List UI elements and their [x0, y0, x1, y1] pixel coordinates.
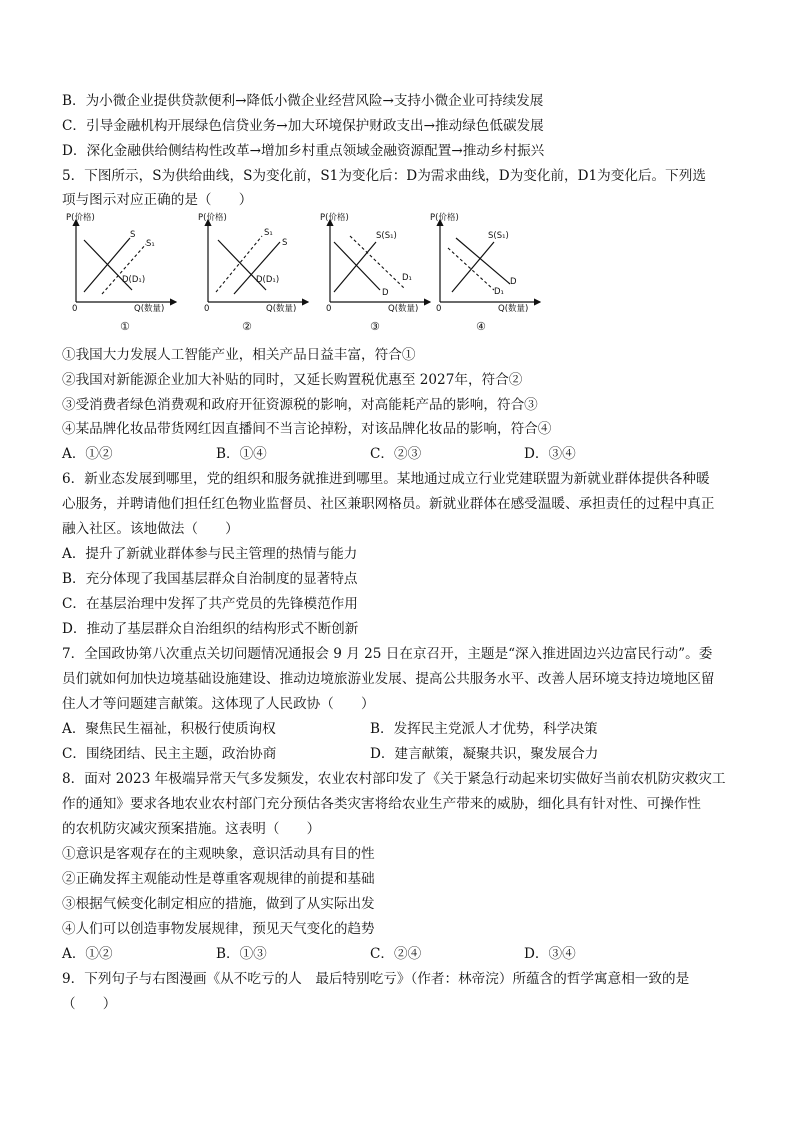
- q8-stem-line2: 作的通知》要求各地农业农村部门充分预估各类灾害将给农业生产带来的威胁，细化具有针对性、可操作性: [62, 796, 701, 812]
- q4-option-c: C．引导金融机构开展绿色信贷业务→加大环境保护财政支出→推动绿色低碳发展: [62, 118, 544, 134]
- q7-option-d: D．建言献策，凝聚共识，聚发展合力: [370, 746, 599, 762]
- origin-label: 0: [72, 304, 78, 314]
- y-axis-label: P(价格): [320, 213, 349, 223]
- q9-stem-line2: （ ）: [62, 996, 117, 1012]
- supply-demand-graph-2: [196, 212, 316, 334]
- q6-option-b: B．充分体现了我国基层群众自治制度的显著特点: [62, 571, 358, 587]
- supply-demand-graph-1: [64, 212, 184, 334]
- graph-number: ②: [242, 320, 252, 333]
- q6-stem-line2: 心服务，并聘请他们担任红色物业监督员、社区兼职网格员。新就业群体在感受温暖、承担责任的过程中真正: [62, 496, 715, 512]
- q5-statement-4: ④某品牌化妆品带货网红因直播间不当言论掉粉，对该品牌化妆品的影响，符合④: [62, 421, 552, 437]
- q7-stem-line3: 住人才等问题建言献策。这体现了人民政协（ ）: [62, 696, 375, 712]
- y-axis-label: P(价格): [430, 213, 459, 223]
- q8-statement-4: ④人们可以创造事物发展规律，预见天气变化的趋势: [62, 921, 375, 937]
- curve-label-s: S: [130, 230, 136, 240]
- q7-option-b: B．发挥民主党派人才优势，科学决策: [370, 721, 598, 737]
- q8-statement-1: ①意识是客观存在的主观映象，意识活动具有目的性: [62, 846, 375, 862]
- supply-demand-graph-3: [318, 212, 438, 334]
- q5-statement-2: ②我国对新能源企业加大补贴的同时，又延长购置税优惠至 2027年，符合②: [62, 372, 523, 388]
- q6-stem-line3: 融入社区。该地做法（ ）: [62, 521, 239, 537]
- graph-number: ③: [370, 320, 380, 333]
- x-axis-label: Q(数量): [134, 304, 165, 314]
- q5-stem-line2: 项与图示对应正确的是（ ）: [62, 192, 253, 208]
- q5-option-d: D．③④: [524, 446, 576, 462]
- q6-option-d: D．推动了基层群众自治组织的结构形式不断创新: [62, 621, 359, 637]
- q6-stem-line1: 6．新业态发展到哪里，党的组织和服务就推进到哪里。某地通过成立行业党建联盟为新就业群体提供各种暖: [62, 471, 710, 487]
- origin-label: 0: [204, 304, 210, 314]
- curve-label-d: D(D₁): [256, 275, 280, 285]
- curve-label-d: D: [510, 277, 517, 287]
- q5-option-a: A．①②: [62, 446, 113, 462]
- curve-label-s1: S₁: [146, 239, 155, 249]
- supply-demand-graph-4: [428, 212, 548, 334]
- q8-option-a: A．①②: [62, 946, 113, 962]
- x-axis-label: Q(数量): [498, 304, 529, 314]
- q5-statement-1: ①我国大力发展人工智能产业，相关产品日益丰富，符合①: [62, 347, 416, 363]
- q8-statement-3: ③根据气候变化制定相应的措施，做到了从实际出发: [62, 896, 375, 912]
- y-axis-label: P(价格): [66, 213, 95, 223]
- q4-option-b: B．为小微企业提供贷款便利→降低小微企业经营风险→支持小微企业可持续发展: [62, 93, 544, 109]
- demand-curve-d: [334, 242, 380, 290]
- curve-label-s: S(S₁): [376, 231, 397, 241]
- supply-curve-s1: [102, 244, 146, 294]
- q8-option-c: C．②④: [370, 946, 422, 962]
- q8-stem-line1: 8．面对 2023 年极端异常天气多发频发，农业农村部印发了《关于紧急行动起来切实做好当前农机防灾救灾工: [62, 771, 726, 787]
- curve-label-s: S(S₁): [488, 231, 509, 241]
- origin-label: 0: [326, 304, 332, 314]
- q8-stem-line3: 的农机防灾减灾预案措施。这表明（ ）: [62, 821, 321, 837]
- q8-option-d: D．③④: [524, 946, 576, 962]
- curve-label-s: S: [282, 238, 288, 248]
- q7-option-c: C．围绕团结、民主主题，政治协商: [62, 746, 277, 762]
- q6-option-a: A．提升了新就业群体参与民主管理的热情与能力: [62, 546, 358, 562]
- curve-label-s1: S₁: [264, 228, 273, 238]
- q4-option-d: D．深化金融供给侧结构性改革→增加乡村重点领域金融资源配置→推动乡村振兴: [62, 143, 545, 159]
- x-axis-label: Q(数量): [388, 304, 419, 314]
- q5-statement-3: ③受消费者绿色消费观和政府开征资源税的影响，对高能耗产品的影响，符合③: [62, 397, 538, 413]
- curve-label-d: D(D₁): [122, 275, 146, 285]
- supply-curve-s: [334, 242, 376, 292]
- q6-option-c: C．在基层治理中发挥了共产党员的先锋模范作用: [62, 596, 358, 612]
- x-axis-label: Q(数量): [266, 304, 297, 314]
- q9-stem-line1: 9．下列句子与右图漫画《从不吃亏的人 最后特别吃亏》（作者：林帝浣）所蕴含的哲学寓意相一致的是: [62, 971, 690, 987]
- q7-stem-line1: 7．全国政协第八次重点关切问题情况通报会 9 月 25 日在京召开，主题是“深入推进固边兴边富民行动”。委: [62, 646, 713, 662]
- curve-label-d: D: [382, 288, 389, 298]
- curve-label-d1: D₁: [494, 287, 504, 297]
- graph-number: ④: [476, 320, 486, 333]
- q5-option-b: B．①④: [216, 446, 267, 462]
- graph-number: ①: [120, 320, 130, 333]
- supply-curve-s: [234, 242, 280, 294]
- origin-label: 0: [436, 304, 442, 314]
- q5-stem-line1: 5．下图所示，S为供给曲线，S为变化前，S1为变化后：D为需求曲线，D为变化前，D1为变化后。下列选: [62, 168, 706, 184]
- q8-option-b: B．①③: [216, 946, 267, 962]
- supply-curve-s: [452, 242, 494, 292]
- q7-stem-line2: 员们就如何加快边境基础设施建设、推动边境旅游业发展、提高公共服务水平、改善人居环境支持边境地区留: [62, 671, 715, 687]
- curve-label-d1: D₁: [402, 273, 412, 283]
- q5-option-c: C．②③: [370, 446, 422, 462]
- y-axis-label: P(价格): [198, 213, 227, 223]
- demand-curve-d1: [350, 236, 404, 288]
- q8-statement-2: ②正确发挥主观能动性是尊重客观规律的前提和基础: [62, 871, 375, 887]
- q7-option-a: A．聚焦民生福祉，积极行使质询权: [62, 721, 276, 737]
